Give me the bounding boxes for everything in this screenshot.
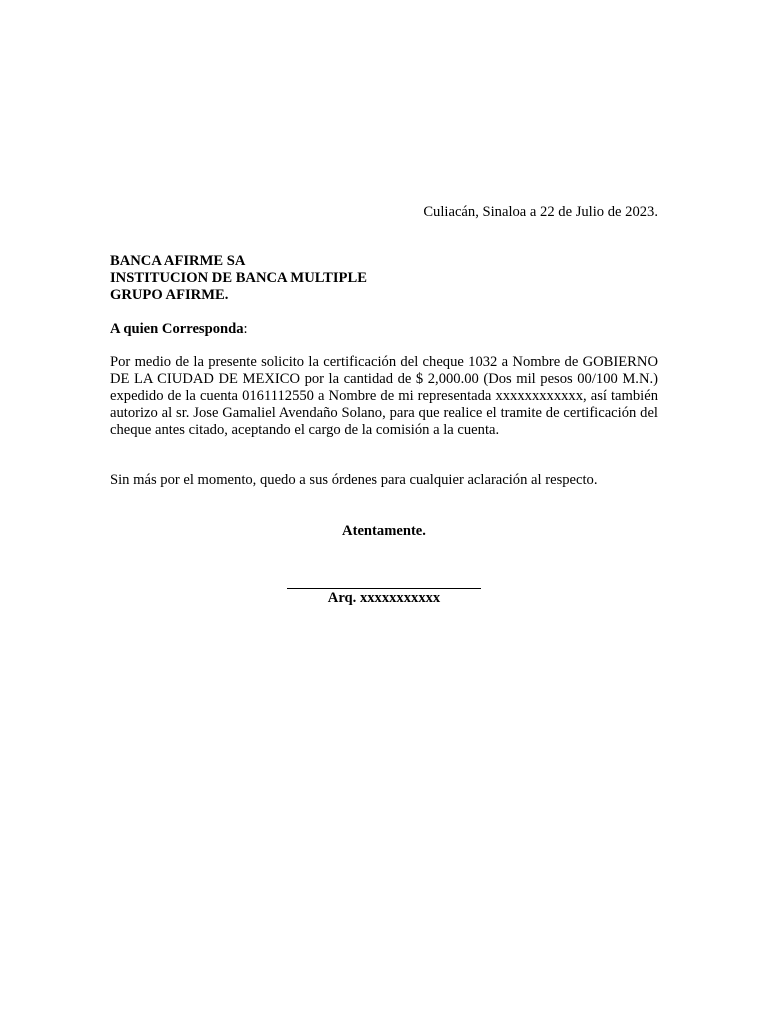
- letter-date: Culiacán, Sinaloa a 22 de Julio de 2023.: [423, 204, 658, 220]
- closing-paragraph: Sin más por el momento, quedo a sus órdenes para cualquier aclaración al respecto.: [110, 472, 598, 488]
- salutation-colon: :: [243, 321, 248, 337]
- recipient-block: [110, 253, 658, 304]
- recipient-bank-name: BANCA AFIRME SA: [110, 253, 246, 269]
- salutation: [110, 321, 248, 338]
- salutation-text: A quien Corresponda: [110, 321, 244, 337]
- recipient-institution: INSTITUCION DE BANCA MULTIPLE: [110, 270, 367, 286]
- signature-line: [287, 588, 481, 589]
- recipient-group: GRUPO AFIRME.: [110, 287, 229, 303]
- signer-name: Arq. xxxxxxxxxxx: [327, 590, 441, 606]
- body-paragraph: Por medio de la presente solicito la certificación del cheque 1032 a Nombre de GOBIERNO DE LA CIUDAD DE MEXICO por la cantidad de $ 2,000.00 (Dos mil pesos 00/100 M.N.) expedido de la cuenta 0161112550 a Nombre de mi representada xxxxxxxxxxxx, así también autorizo al sr. Jose Gamaliel Avendaño Solano, para que realice el tramite de certificación del cheque antes citado, aceptando el cargo de la comisión a la cuenta.: [110, 354, 658, 438]
- farewell: Atentamente.: [342, 523, 426, 539]
